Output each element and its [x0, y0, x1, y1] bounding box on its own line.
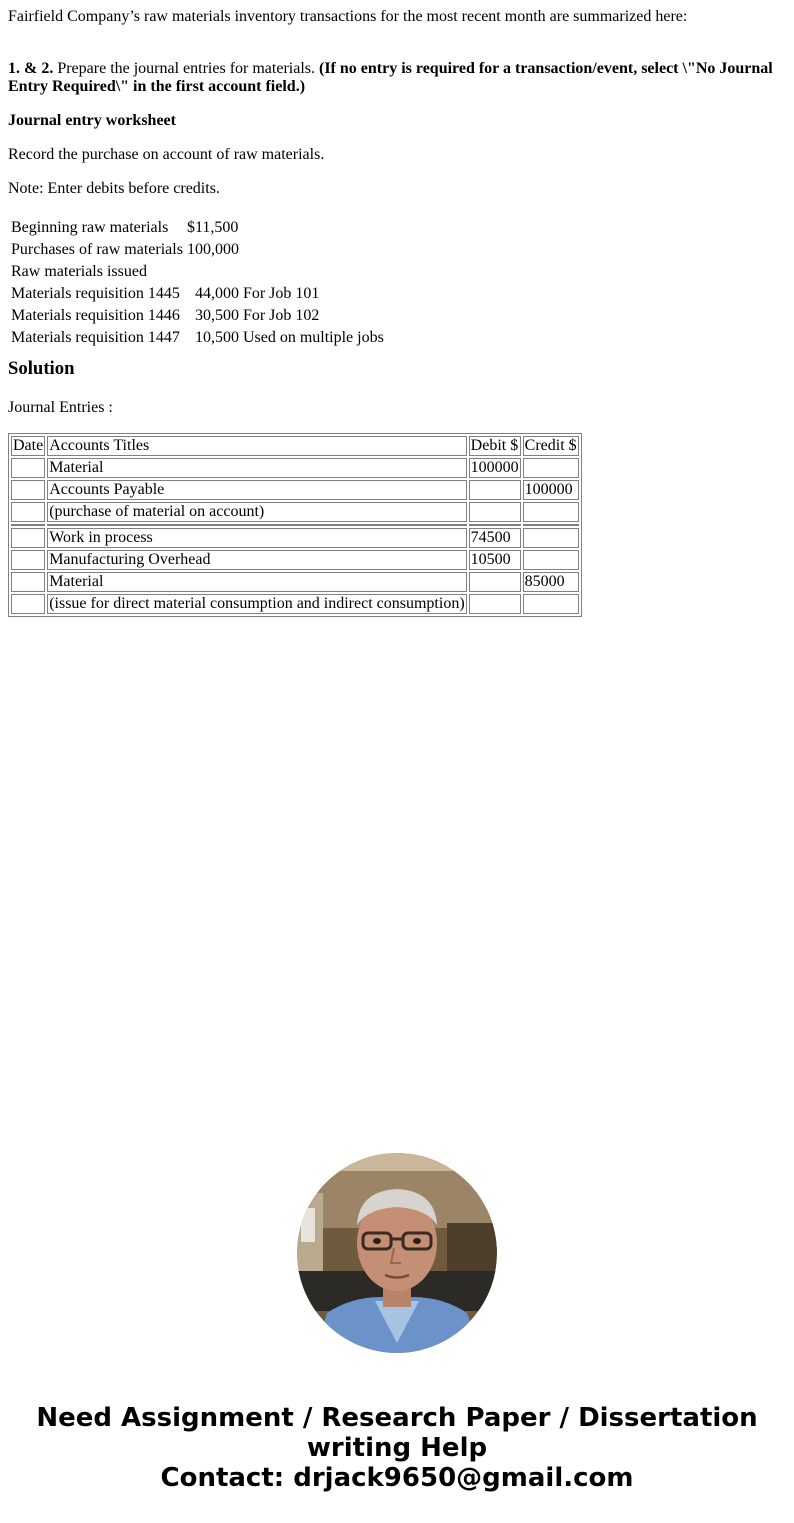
inventory-desc — [242, 262, 385, 282]
cell-date — [11, 550, 45, 570]
cell-date — [11, 528, 45, 548]
promo-line-2: writing Help — [306, 1433, 488, 1463]
table-row — [10, 218, 385, 238]
inventory-label: Materials requisition 1445 — [11, 285, 180, 302]
inventory-label: Materials requisition 1446 — [11, 307, 180, 324]
inventory-amount: 44,000 — [194, 285, 239, 302]
amount-value: 11,500 — [194, 219, 239, 236]
journal-table — [8, 433, 582, 617]
instruction-text: Prepare the journal entries for materials. — [53, 60, 319, 77]
inventory-desc: Used on multiple jobs — [242, 329, 384, 346]
cell-credit — [523, 528, 579, 548]
inventory-table — [8, 216, 387, 350]
cell-credit: 85000 — [523, 572, 579, 592]
inventory-desc — [242, 218, 385, 238]
inventory-amount: 10,500 — [194, 329, 239, 346]
cell-date — [11, 502, 45, 522]
separator-row — [11, 524, 579, 526]
cell-debit — [469, 502, 521, 522]
cell-credit — [523, 550, 579, 570]
table-row — [10, 328, 385, 348]
instruction — [8, 60, 786, 96]
separator-cell — [469, 524, 521, 526]
cell-date — [11, 594, 45, 614]
promo-banner — [0, 1403, 794, 1493]
header-credit: Credit $ — [524, 437, 577, 454]
cell-title: Accounts Payable — [47, 480, 466, 500]
promo-contact: Contact: drjack9650@gmail.com — [160, 1463, 634, 1493]
table-row — [11, 572, 579, 592]
worksheet-title: Journal entry worksheet — [8, 112, 176, 129]
cell-credit — [523, 502, 579, 522]
table-row — [11, 594, 579, 614]
cell-debit: 10500 — [469, 550, 521, 570]
cell-date — [11, 572, 45, 592]
inventory-desc — [242, 240, 385, 260]
table-row — [10, 240, 385, 260]
table-row — [10, 284, 385, 304]
intro-text: Fairfield Company’s raw materials inventory transactions for the most recent month are summarized here: — [8, 8, 688, 25]
table-row — [11, 550, 579, 570]
inventory-desc: For Job 101 — [242, 285, 320, 302]
journal-header-row — [11, 436, 579, 456]
note-text: Note: Enter debits before credits. — [8, 180, 220, 197]
cell-title: Material — [47, 458, 466, 478]
cell-title: Manufacturing Overhead — [47, 550, 466, 570]
header-date: Date — [13, 437, 44, 454]
instruction-number: 1. & 2. — [8, 60, 54, 77]
inventory-label: Purchases of raw materials — [11, 241, 183, 258]
table-row — [11, 502, 579, 522]
cell-date — [11, 480, 45, 500]
table-row — [10, 262, 385, 282]
cell-debit — [469, 594, 521, 614]
cell-debit — [469, 480, 521, 500]
table-row — [11, 528, 579, 548]
cell-debit: 74500 — [469, 528, 521, 548]
inventory-label: Beginning raw materials — [11, 219, 169, 236]
solution-heading: Solution — [8, 358, 75, 379]
cell-debit: 100000 — [470, 459, 519, 476]
header-debit: Debit $ — [469, 436, 521, 456]
inventory-desc: For Job 102 — [242, 307, 320, 324]
separator-cell — [47, 524, 466, 526]
cell-title: Work in process — [47, 528, 466, 548]
record-text: Record the purchase on account of raw materials. — [8, 146, 325, 163]
cell-credit: 100000 — [523, 480, 579, 500]
instruction-note: (If no entry is required for a transaction/event, select \"No Journal Entry Required\" in the first account field.) — [8, 60, 773, 95]
table-row — [11, 458, 579, 478]
inventory-label: Materials requisition 1447 — [11, 329, 180, 346]
inventory-amount: 100,000 — [186, 241, 239, 258]
inventory-amount — [186, 218, 240, 238]
journal-label: Journal Entries : — [8, 399, 113, 416]
inventory-label: Raw materials issued — [11, 263, 147, 280]
cell-credit — [523, 458, 579, 478]
cell-debit — [469, 572, 521, 592]
inventory-amount: 30,500 — [194, 307, 239, 324]
cell-date — [11, 458, 45, 478]
table-row — [11, 480, 579, 500]
cell-title: (purchase of material on account) — [47, 502, 466, 522]
avatar — [297, 1153, 497, 1353]
separator-cell — [11, 524, 45, 526]
inventory-amount — [186, 262, 240, 282]
separator-cell — [523, 524, 579, 526]
table-row — [10, 306, 385, 326]
person-portrait-icon — [297, 1153, 497, 1353]
currency-symbol: $ — [186, 219, 195, 236]
cell-title: (issue for direct material consumption and indirect consumption) — [49, 595, 465, 612]
promo-line-1: Need Assignment / Research Paper / Dissertation — [36, 1403, 758, 1433]
cell-credit — [523, 594, 579, 614]
cell-title: Material — [47, 572, 466, 592]
header-title: Accounts Titles — [47, 436, 466, 456]
